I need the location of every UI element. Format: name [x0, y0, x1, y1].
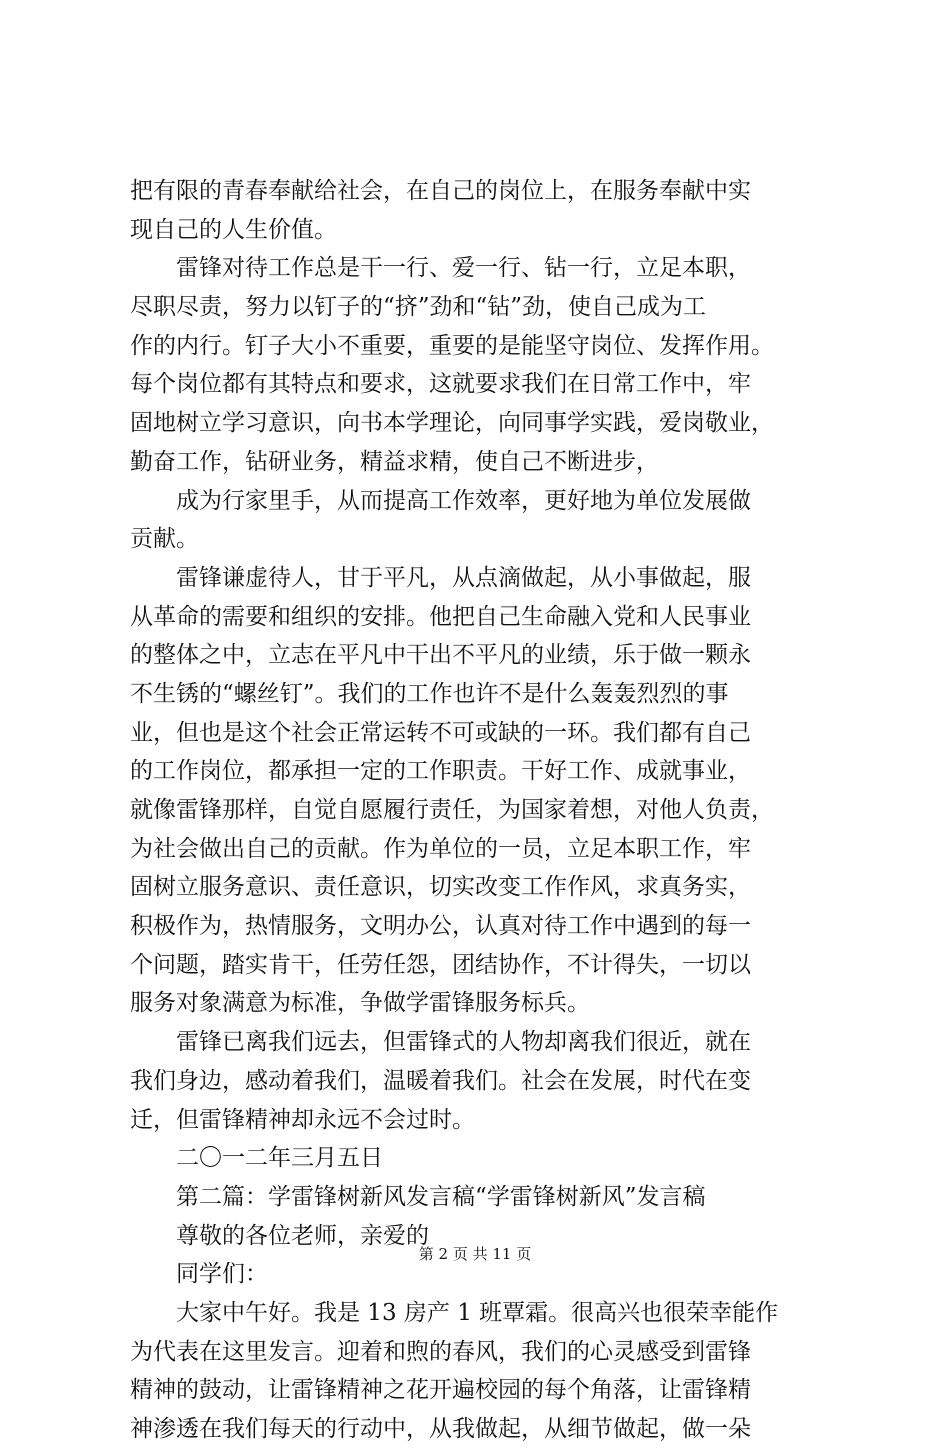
text-line: 成为行家里手，从而提高工作效率，更好地为单位发展做: [176, 487, 751, 514]
text-line: 的整体之中，立志在平凡中干出不平凡的业绩，乐于做一颗永: [130, 642, 751, 669]
salutation-line: 尊敬的各位老师，亲爱的: [176, 1222, 429, 1249]
text-line: 从革命的需要和组织的安排。他把自己生命融入党和人民事业: [130, 603, 751, 630]
text-line: 雷锋谦虚待人，甘于平凡，从点滴做起，从小事做起，服: [176, 564, 751, 591]
text-line: 为代表在这里发言。迎着和煦的春风，我们的心灵感受到雷锋: [130, 1338, 751, 1365]
text-line: 尽职尽责，努力以钉子的“挤”劲和“钻”劲，使自己成为工: [130, 294, 707, 321]
text-line: 大家中午好。我是 13 房产 1 班覃霜。很高兴也很荣幸能作: [176, 1299, 779, 1326]
text-line: 雷锋已离我们远去，但雷锋式的人物却离我们很近，就在: [176, 1029, 751, 1056]
text-line: 现自己的人生价值。: [130, 216, 337, 243]
page-number-footer: 第 2 页 共 11 页: [418, 1245, 532, 1263]
text-line: 不生锈的“螺丝钉”。我们的工作也许不是什么轰轰烈烈的事: [130, 680, 729, 707]
text-line: 的工作岗位，都承担一定的工作职责。干好工作、成就事业，: [130, 758, 751, 785]
text-line: 固树立服务意识、责任意识，切实改变工作作风，求真务实，: [130, 874, 751, 901]
text-line: 迁，但雷锋精神却永远不会过时。: [130, 1106, 475, 1133]
text-line: 雷锋对待工作总是干一行、爱一行、钻一行，立足本职，: [176, 255, 751, 282]
text-line: 服务对象满意为标准，争做学雷锋服务标兵。: [130, 990, 590, 1017]
salutation-line: 同学们：: [176, 1261, 268, 1288]
text-line: 为社会做出自己的贡献。作为单位的一员，立足本职工作，牢: [130, 835, 751, 862]
text-line: 我们身边，感动着我们，温暖着我们。社会在发展，时代在变: [130, 1067, 751, 1094]
text-line: 每个岗位都有其特点和要求，这就要求我们在日常工作中，牢: [130, 371, 751, 398]
text-line: 积极作为，热情服务，文明办公，认真对待工作中遇到的每一: [130, 913, 751, 940]
section-heading: 第二篇：学雷锋树新风发言稿“学雷锋树新风”发言稿: [176, 1183, 706, 1210]
text-line: 把有限的青春奉献给社会，在自己的岗位上，在服务奉献中实: [130, 178, 751, 204]
text-line: 勤奋工作，钻研业务，精益求精，使自己不断进步，: [130, 448, 659, 475]
text-line: 业，但也是这个社会正常运转不可或缺的一环。我们都有自己: [130, 719, 751, 746]
text-line: 作的内行。钉子大小不重要，重要的是能坚守岗位、发挥作用。: [130, 332, 774, 359]
text-line: 就像雷锋那样，自觉自愿履行责任，为国家着想，对他人负责，: [130, 797, 774, 823]
text-line: 固地树立学习意识，向书本学理论，向同事学实践，爱岗敬业，: [130, 410, 774, 437]
text-line: 个问题，踏实肯干，任劳任怨，团结协作，不计得失，一切以: [130, 951, 751, 978]
text-line: 精神的鼓动，让雷锋精神之花开遍校园的每个角落，让雷锋精: [130, 1377, 751, 1404]
text-line: 神渗透在我们每天的行动中，从我做起，从细节做起，做一朵: [130, 1416, 751, 1442]
date-line: 二〇一二年三月五日: [176, 1145, 383, 1172]
text-line: 贡献。: [130, 526, 199, 553]
